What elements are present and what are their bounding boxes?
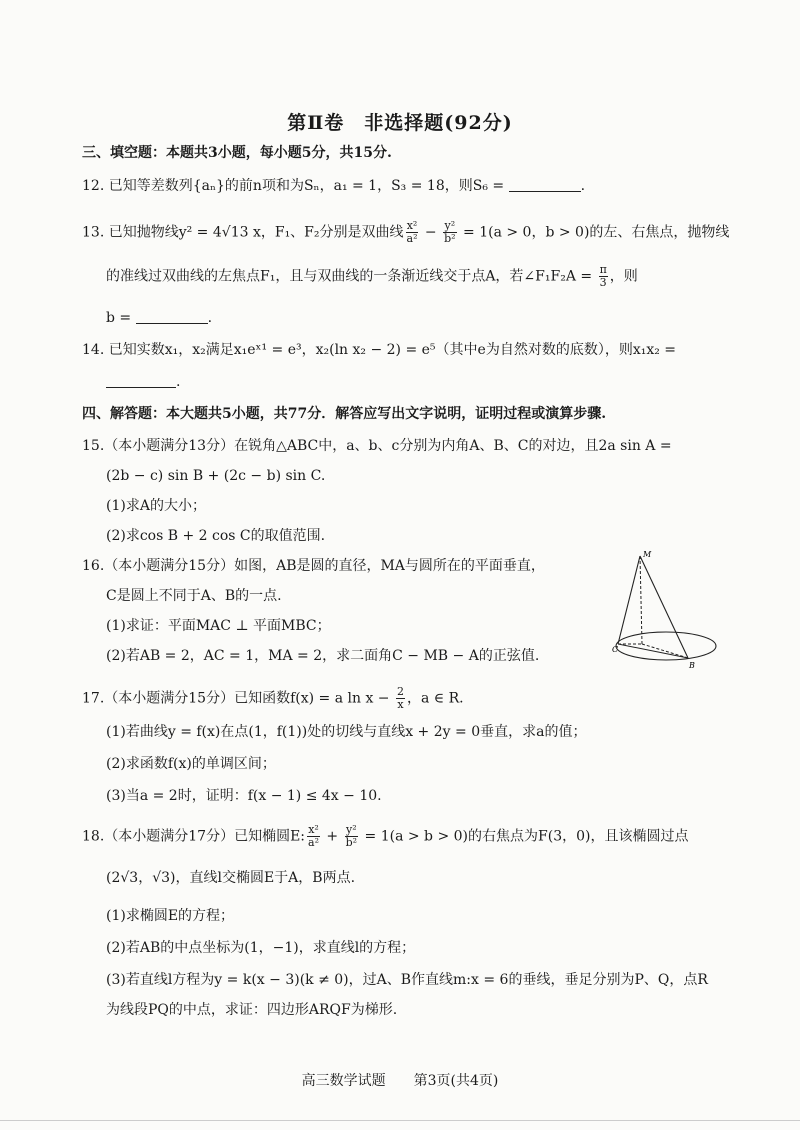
question-17-part-1: (1)若曲线y = f(x)在点(1，f(1))处的切线与直线x + 2y = 0垂直，求a的值；: [106, 724, 587, 740]
section-3-heading: 三、填空题：本题共3小题，每小题5分，共15分.: [82, 145, 392, 161]
question-13-line-3: [106, 308, 212, 328]
frac-num: x²: [406, 219, 418, 232]
q17-line1-end: ，a ∈ R.: [406, 690, 464, 707]
q18-frac-y2-b2: [345, 824, 358, 849]
question-14-line-2: [106, 372, 180, 392]
edge-MA: [640, 556, 642, 644]
q18-line1-text: 18.（本小题满分17分）已知椭圆E:: [82, 828, 306, 845]
q12-end: .: [580, 178, 586, 194]
page-title: 第Ⅱ卷 非选择题(92分): [287, 112, 513, 134]
label-B: B: [689, 661, 695, 670]
frac-den: x: [397, 698, 404, 711]
question-13-line-2: [106, 264, 638, 289]
question-12: [82, 176, 585, 196]
label-C: C: [612, 645, 619, 654]
q13-line2-end: ，则: [609, 268, 638, 285]
question-16-part-1: (1)求证：平面MAC ⊥ 平面MBC；: [106, 618, 331, 634]
q18-line1-end: = 1(a > b > 0)的右焦点为F(3，0)，且该椭圆过点: [360, 828, 689, 845]
section-4-heading: 四、解答题：本大题共5小题，共77分．解答应写出文字说明，证明过程或演算步骤.: [82, 406, 607, 422]
frac-num: y²: [346, 823, 357, 836]
question-17-part-3: (3)当a = 2时，证明：f(x − 1) ≤ 4x − 10.: [106, 788, 382, 804]
question-16-line-1: 16.（本小题满分15分）如图，AB是圆的直径，MA与圆所在的平面垂直，: [82, 558, 545, 574]
question-14-line-1: 14. 已知实数x₁，x₂满足x₁eˣ¹ = e³，x₂(ln x₂ − 2) = e⁵（其中e为自然对数的底数），则x₁x₂ =: [82, 342, 677, 358]
question-18-part-1: (1)求椭圆E的方程；: [106, 908, 235, 924]
label-M: M: [643, 550, 652, 559]
frac-den: b²: [345, 836, 358, 849]
question-17-line-1: [82, 686, 464, 711]
cone-circle-figure: [612, 548, 720, 672]
frac-den: b²: [444, 232, 456, 245]
question-15-part-1: (1)求A的大小；: [106, 498, 206, 514]
q13-frac-y2-b2: [443, 220, 456, 245]
edge-CB: [618, 644, 688, 658]
question-15-line-1: 15.（本小题满分13分）在锐角△ABC中，a、b、c分别为内角A、B、C的对边，且2a sin A =: [82, 438, 672, 454]
q14-answer-blank[interactable]: [106, 373, 176, 388]
q18-frac-x2-a2: [307, 824, 320, 849]
q13-frac-pi-3: [599, 264, 608, 289]
q17-frac-2-x: [396, 686, 405, 711]
q12-answer-blank[interactable]: [509, 177, 581, 192]
page-footer: 高三数学试题 第3页(共4页): [301, 1073, 499, 1089]
question-18-part-2: (2)若AB的中点坐标为(1，−1)，求直线l的方程；: [106, 940, 416, 956]
q13-line2-text: 的准线过双曲线的左焦点F₁，且与双曲线的一条渐近线交于点A，若∠F₁F₂A =: [106, 268, 597, 285]
frac-den: a²: [406, 232, 418, 245]
question-18-part-3a: (3)若直线l方程为y = k(x − 3)(k ≠ 0)，过A、B作直线m:x = 6的垂线，垂足分别为P、Q，点R: [106, 972, 708, 988]
question-13-line-1: [82, 220, 729, 245]
q13-line3-end: .: [207, 310, 213, 326]
q13-answer-blank[interactable]: [136, 309, 208, 324]
edge-MC: [618, 556, 640, 644]
q12-text: 12. 已知等差数列{aₙ}的前n项和为Sₙ，a₁ = 1，S₃ = 18，则S₆ =: [82, 178, 509, 194]
edge-AB: [642, 644, 688, 658]
frac-num: x²: [308, 823, 319, 836]
plus-sign: +: [321, 828, 343, 845]
question-16-part-2: (2)若AB = 2，AC = 1，MA = 2，求二面角C − MB − A的正弦值.: [106, 648, 540, 664]
question-15-line-2: (2b − c) sin B + (2c − b) sin C.: [106, 468, 326, 484]
frac-den: 3: [599, 276, 607, 289]
question-18-part-3b: 为线段PQ的中点，求证：四边形ARQF为梯形.: [106, 1002, 398, 1018]
frac-den: a²: [308, 836, 319, 849]
minus-sign: −: [420, 224, 442, 241]
question-17-part-2: (2)求函数f(x)的单调区间；: [106, 756, 276, 772]
q13-frac-x2-a2: [406, 220, 419, 245]
question-16-line-2: C是圆上不同于A、B的一点.: [106, 588, 282, 604]
q17-line1-text: 17.（本小题满分15分）已知函数f(x) = a ln x −: [82, 690, 394, 707]
frac-num: π: [599, 263, 607, 276]
frac-num: y²: [444, 219, 456, 232]
q13-line1-end: = 1(a > 0，b > 0)的左、右焦点，抛物线: [458, 224, 730, 241]
bottom-divider: [0, 1120, 800, 1121]
q13-line1-text: 13. 已知抛物线y² = 4√13 x，F₁、F₂分别是双曲线: [82, 224, 404, 241]
question-18-line-2: (2√3，√3)，直线l交椭圆E于A，B两点.: [106, 870, 356, 886]
q13-line3-text: b =: [106, 310, 136, 326]
question-18-line-1: [82, 824, 688, 849]
edge-MB: [640, 556, 688, 658]
question-15-part-2: (2)求cos B + 2 cos C的取值范围.: [106, 528, 326, 544]
frac-num: 2: [396, 685, 404, 698]
base-circle: [616, 632, 716, 660]
q14-line2-end: .: [176, 374, 181, 390]
